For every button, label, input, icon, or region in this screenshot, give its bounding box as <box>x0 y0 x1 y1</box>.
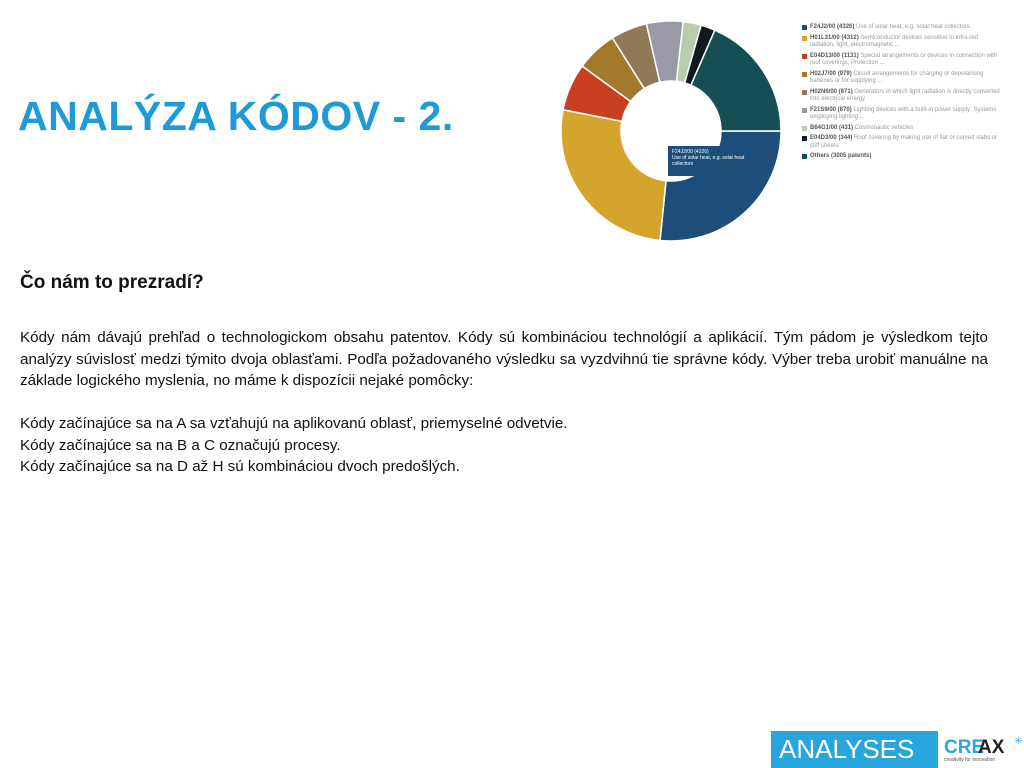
legend-code: F24J2/00 (4326) <box>810 24 857 30</box>
legend-code: F21S9/00 (870) <box>810 106 854 113</box>
legend-desc: Generators in which light radiation is directly converted into electrical energy <box>810 88 1000 102</box>
legend-swatch <box>802 72 807 77</box>
pie-slice-2 <box>561 110 666 241</box>
legend-item <box>802 53 1002 68</box>
legend-code: E04D3/00 (344) <box>810 135 855 141</box>
logo-tagline: creativity for innovation <box>944 757 996 763</box>
legend-swatch <box>802 136 807 141</box>
chart-legend <box>802 24 1002 164</box>
legend-code: H01L31/00 (4312) <box>810 34 861 41</box>
legend-swatch <box>802 126 807 131</box>
page-title: ANALÝZA KÓDOV - 2. <box>18 93 454 139</box>
legend-swatch <box>802 36 807 41</box>
legend-code: H02N6/00 (871) <box>810 88 855 95</box>
donut-chart-svg <box>560 18 782 244</box>
legend-desc: Special arrangements or devices in connection with roof coverings; Protection ... <box>810 52 998 66</box>
legend-item <box>802 135 1002 150</box>
legend-swatch <box>802 54 807 59</box>
legend-desc: Roof covering by making use of flat or curved slabs or stiff sheets <box>810 135 998 149</box>
logo-mark-icon: ✳ <box>1014 736 1023 747</box>
legend-item <box>802 107 1002 122</box>
footer-banner <box>771 731 1024 768</box>
legend-item <box>802 71 1002 86</box>
body-line-dh-codes: Kódy začínajúce sa na D až H sú kombináciou dvoch predošlých. <box>20 458 460 475</box>
body-line-bc-codes: Kódy začínajúce sa na B a C označujú procesy. <box>20 436 341 454</box>
donut-chart <box>560 18 782 244</box>
analyses-label: ANALYSES <box>771 731 938 768</box>
legend-desc: Lighting devices with a built-in power supply; Systems employing lighting ... <box>810 106 997 120</box>
legend-code: H02J7/00 (979) <box>810 70 854 77</box>
legend-swatch <box>802 90 807 95</box>
creax-logo <box>938 731 1024 768</box>
legend-item <box>802 24 1002 32</box>
body-line-a-codes: Kódy začínajúce sa na A sa vzťahujú na aplikovanú oblasť, priemyselné odvetvie. <box>20 415 568 432</box>
legend-desc: Use of solar heat, e.g. solar heat collectors <box>856 24 970 30</box>
chart-tooltip <box>668 146 770 176</box>
legend-desc: Semiconductor devices sensitive to infra-red radiation, light, electromagnetic ... <box>810 34 979 48</box>
legend-item <box>802 153 1002 161</box>
legend-desc: Cosmonautic vehicles <box>854 124 914 131</box>
legend-swatch <box>802 108 807 113</box>
legend-item <box>802 35 1002 50</box>
legend-swatch <box>802 25 807 30</box>
legend-item <box>802 89 1002 104</box>
section-heading: Čo nám to prezradí? <box>20 272 204 293</box>
legend-swatch <box>802 154 807 159</box>
logo-cre: CRE <box>944 737 985 758</box>
body-paragraph: Kódy nám dávajú prehľad o technologickom obsahu patentov. Kódy sú kombináciou technológií a aplikácií. Tým pádom je výsledkom tejto analýzy súvislosť medzi týmito dvoja oblasťami. Podľa požadovaného výsledku sa vyzdvihnú tie správne kódy. Výber treba urobiť manuálne na základe logického myslenia, no máme k dispozícii nejaké pomôcky: <box>20 329 988 389</box>
logo-ax: AX <box>978 737 1005 758</box>
tooltip-desc: Use of solar heat, e.g. solar heat collectors <box>672 155 745 167</box>
legend-code: B64G1/00 (431) <box>810 124 855 131</box>
legend-code: E04D13/00 (1131) <box>810 52 861 59</box>
legend-item <box>802 125 1002 133</box>
legend-code: Others (3005 patents) <box>810 153 872 159</box>
body-text <box>20 327 988 478</box>
legend-desc: Circuit arrangements for charging or depolarising batteries or for supplying ... <box>810 70 984 84</box>
tooltip-code: F24J2/00 (4326) <box>672 149 709 155</box>
